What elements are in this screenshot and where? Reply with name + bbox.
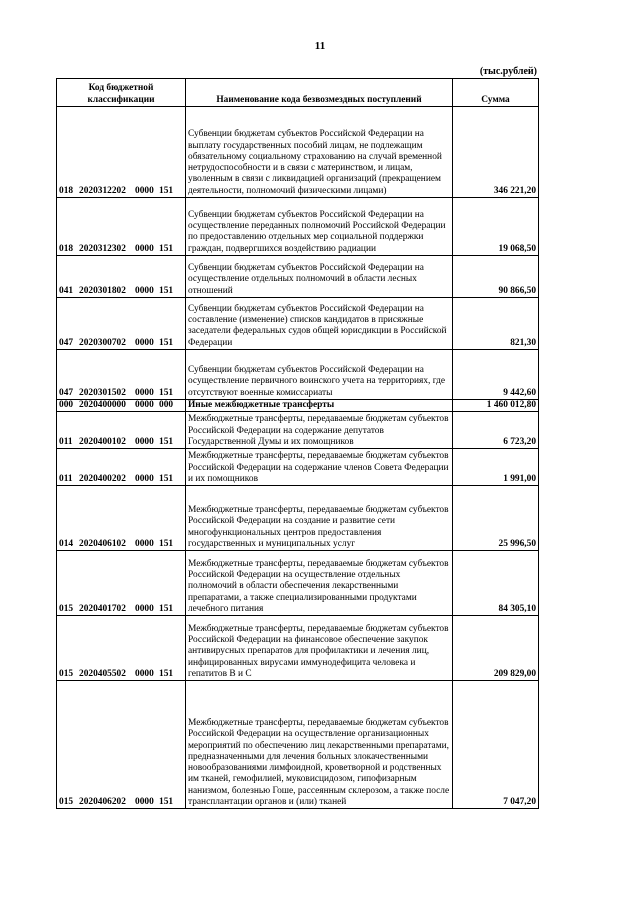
code-part: 047 xyxy=(59,387,74,398)
amount: 1 991,00 xyxy=(453,449,539,486)
table-row xyxy=(57,412,539,449)
revenue-name: Субвенции бюджетам субъектов Российской Федерации на осуществление отдельных полномочий в области лесных отношений xyxy=(186,256,453,298)
code-part: 2020400000 xyxy=(79,400,126,410)
code-part: 0000 xyxy=(135,797,154,807)
code-part: 0000 xyxy=(135,387,154,398)
amount: 346 221,20 xyxy=(453,107,539,198)
table-row xyxy=(57,256,539,298)
code-part: 2020312202 xyxy=(79,185,126,196)
revenue-name: Субвенции бюджетам субъектов Российской Федерации на выплату государственных пособий лицам, не подлежащим обязательному социальному страхованию на случай временной нетрудоспособности и в связи с материнством, и лицам, уволенным в связи с ликвидацией организаций (прекращением деятельности, полномочий физическими лицами) xyxy=(186,107,453,198)
revenue-name: Межбюджетные трансферты, передаваемые бюджетам субъектов Российской Федерации на финансовое обеспечение закупок антивирусных препаратов для профилактики и лечения лиц, инфицированных вирусами иммунодефицита человека и гепатитов B и C xyxy=(186,616,453,681)
code-part: 151 xyxy=(159,185,174,196)
amount: 821,30 xyxy=(453,298,539,350)
table-row xyxy=(57,486,539,551)
budget-code xyxy=(57,350,186,400)
code-part: 151 xyxy=(159,474,174,484)
amount: 1 460 012,80 xyxy=(453,400,539,412)
code-part: 0000 xyxy=(135,604,154,614)
code-part: 151 xyxy=(159,387,174,398)
code-part: 2020401702 xyxy=(79,604,126,614)
code-part: 0000 xyxy=(135,669,154,679)
revenue-name: Межбюджетные трансферты, передаваемые бюджетам субъектов Российской Федерации на осуществление организационных мероприятий по обеспечению лиц лекарственными препаратами, предназначенными для лечения больных злокачественными новообразованиями лимфоидной, кроветворной и родственных им тканей, гемофилией, муковисцидозом, гипофизарным нанизмом, болезнью Гоше, рассеянным склерозом, а также после трансплантации органов и (или) тканей xyxy=(186,681,453,809)
code-part: 151 xyxy=(159,669,174,679)
code-part: 018 xyxy=(59,243,74,254)
code-part: 151 xyxy=(159,437,174,447)
code-part: 2020406102 xyxy=(79,539,126,549)
code-part: 018 xyxy=(59,185,74,196)
code-part: 000 xyxy=(159,400,174,410)
code-part: 015 xyxy=(59,669,74,679)
amount: 6 723,20 xyxy=(453,412,539,449)
code-part: 2020312302 xyxy=(79,243,126,254)
table-row xyxy=(57,449,539,486)
budget-code xyxy=(57,298,186,350)
table-row xyxy=(57,681,539,809)
revenue-name: Субвенции бюджетам субъектов Российской Федерации на составление (изменение) списков кандидатов в присяжные заседатели федеральных судов общей юрисдикции в Российской Федерации xyxy=(186,298,453,350)
code-part: 041 xyxy=(59,285,74,296)
code-part: 0000 xyxy=(135,243,154,254)
code-part: 015 xyxy=(59,604,74,614)
code-part: 011 xyxy=(59,437,73,447)
table-row xyxy=(57,400,539,412)
code-part: 151 xyxy=(159,604,174,614)
budget-code xyxy=(57,198,186,256)
page-number: 11 xyxy=(314,40,326,52)
budget-code xyxy=(57,551,186,616)
table-header-row xyxy=(57,79,539,107)
table-row xyxy=(57,551,539,616)
budget-code xyxy=(57,681,186,809)
revenue-name: Межбюджетные трансферты, передаваемые бюджетам субъектов Российской Федерации на создание и развитие сети многофункциональных центров предоставления государственных и муниципальных услуг xyxy=(186,486,453,551)
code-part: 0000 xyxy=(135,337,154,348)
code-part: 0000 xyxy=(135,400,154,410)
amount: 84 305,10 xyxy=(453,551,539,616)
code-part: 0000 xyxy=(135,185,154,196)
amount: 25 996,50 xyxy=(453,486,539,551)
table-row xyxy=(57,198,539,256)
revenue-name: Межбюджетные трансферты, передаваемые бюджетам субъектов Российской Федерации на содержание депутатов Государственной Думы и их помощников xyxy=(186,412,453,449)
code-part: 000 xyxy=(59,400,74,410)
revenue-name: Межбюджетные трансферты, передаваемые бюджетам субъектов Российской Федерации на содержание членов Совета Федерации и их помощников xyxy=(186,449,453,486)
code-part: 151 xyxy=(159,539,174,549)
code-part: 2020301502 xyxy=(79,387,126,398)
code-part: 151 xyxy=(159,797,174,807)
amount: 209 829,00 xyxy=(453,616,539,681)
amount: 7 047,20 xyxy=(453,681,539,809)
budget-code xyxy=(57,486,186,551)
table-row xyxy=(57,350,539,400)
code-part: 047 xyxy=(59,337,74,348)
budget-code xyxy=(57,449,186,486)
revenue-name: Субвенции бюджетам субъектов Российской Федерации на осуществление переданных полномочий Российской Федерации по предоставлению отдельных мер социальной поддержки граждан, подвергшихся воздействию радиации xyxy=(186,198,453,256)
amount: 19 068,50 xyxy=(453,198,539,256)
code-part: 011 xyxy=(59,474,73,484)
header-name: Наименование кода безвозмездных поступлений xyxy=(186,79,453,107)
table-row xyxy=(57,107,539,198)
revenue-name: Субвенции бюджетам субъектов Российской Федерации на осуществление первичного воинского учета на территориях, где отсутствуют военные комиссариаты xyxy=(186,350,453,400)
budget-code xyxy=(57,256,186,298)
amount: 9 442,60 xyxy=(453,350,539,400)
code-part: 0000 xyxy=(135,437,154,447)
code-part: 151 xyxy=(159,243,174,254)
header-code: Код бюджетной классификации xyxy=(57,79,186,107)
code-part: 015 xyxy=(59,797,74,807)
budget-code xyxy=(57,107,186,198)
table-row xyxy=(57,616,539,681)
budget-code xyxy=(57,616,186,681)
table-row xyxy=(57,298,539,350)
revenue-name: Межбюджетные трансферты, передаваемые бюджетам субъектов Российской Федерации на осуществление отдельных полномочий в области обеспечения лекарственными препаратами, а также специализированными продуктами лечебного питания xyxy=(186,551,453,616)
code-part: 2020405502 xyxy=(79,669,126,679)
budget-code xyxy=(57,400,186,412)
budget-table xyxy=(56,78,539,809)
code-part: 2020400202 xyxy=(79,474,126,484)
code-part: 2020406202 xyxy=(79,797,126,807)
code-part: 151 xyxy=(159,337,174,348)
code-part: 2020300702 xyxy=(79,337,126,348)
code-part: 014 xyxy=(59,539,74,549)
code-part: 0000 xyxy=(135,474,154,484)
budget-code xyxy=(57,412,186,449)
code-part: 2020400102 xyxy=(79,437,126,447)
code-part: 2020301802 xyxy=(79,285,126,296)
amount: 90 866,50 xyxy=(453,256,539,298)
unit-note: (тыс.рублей) xyxy=(479,66,537,77)
code-part: 0000 xyxy=(135,539,154,549)
header-sum: Сумма xyxy=(453,79,539,107)
code-part: 151 xyxy=(159,285,174,296)
code-part: 0000 xyxy=(135,285,154,296)
revenue-name: Иные межбюджетные трансферты xyxy=(186,400,453,412)
